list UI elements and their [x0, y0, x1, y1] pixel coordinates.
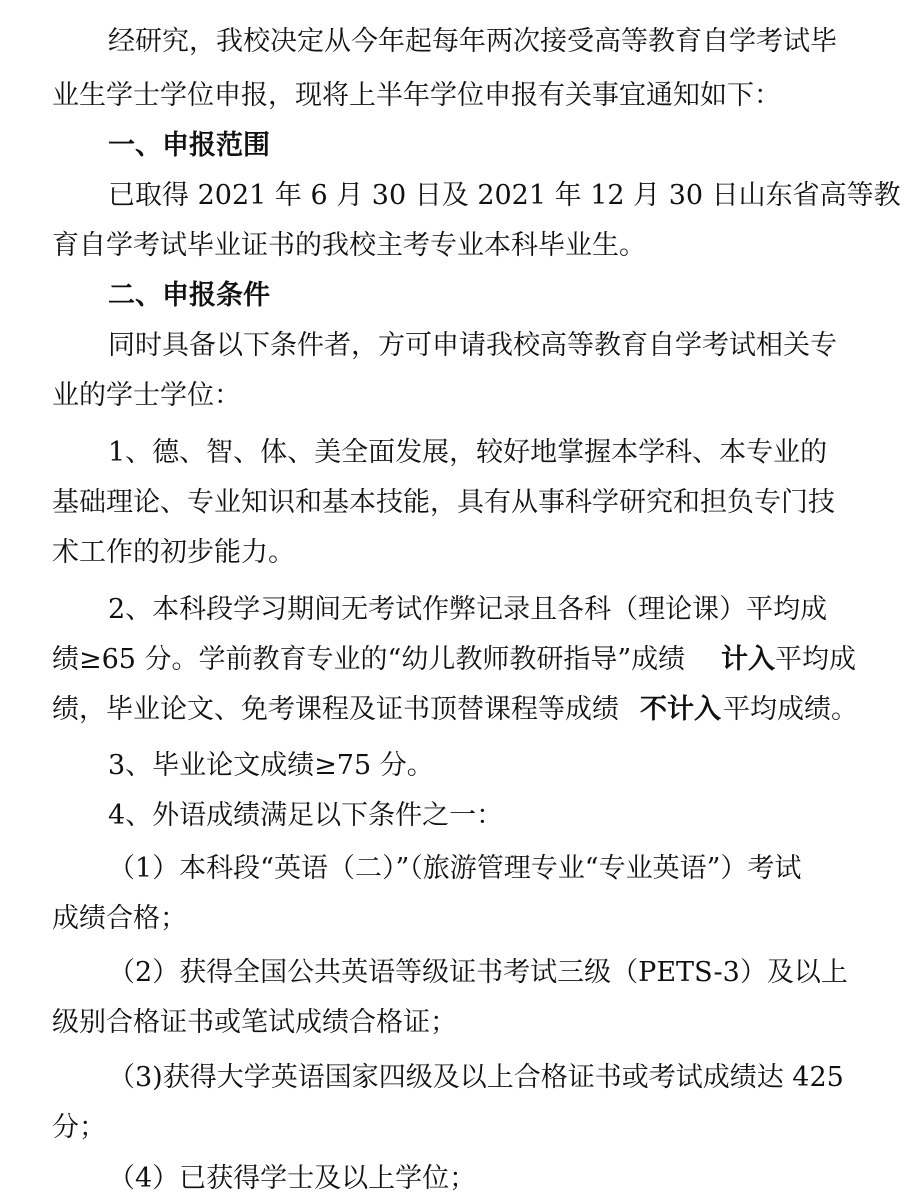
condition-2-line-2 — [0, 640, 908, 680]
language-option-1-line-2 — [0, 899, 908, 939]
text: 平均成 — [775, 644, 856, 675]
condition-3 — [0, 746, 908, 786]
condition-1-line-1 — [0, 433, 908, 473]
conditions-intro-line-1 — [0, 326, 908, 366]
language-option-2-line-1 — [0, 953, 908, 993]
text: 业生学士学位申报，现将上半年学位申报有关事宜通知如下： — [52, 80, 781, 111]
text: 2、本科段学习期间无考试作弊记录且各科（理论课）平均成 — [108, 594, 828, 625]
text: 分； — [52, 1112, 106, 1143]
text: 业的学士学位： — [52, 380, 241, 411]
emphasis-text: 计入 — [721, 644, 775, 675]
condition-2-line-3 — [0, 690, 908, 730]
text: 绩，毕业论文、免考课程及证书顶替课程等成绩 — [52, 694, 619, 725]
text: 平均成绩。 — [723, 694, 858, 725]
text: 育自学考试毕业证书的我校主考专业本科毕业生。 — [52, 230, 646, 261]
text: 已取得 2021 年 6 月 30 日及 2021 年 12 月 30 日山东省高等教 — [108, 180, 901, 211]
text: 1、德、智、体、美全面发展，较好地掌握本学科、本专业的 — [108, 437, 828, 468]
text: 成绩合格； — [52, 903, 187, 934]
text: 一、申报范围 — [108, 130, 270, 161]
text: （1）本科段“英语（二）”（旅游管理专业“专业英语”）考试 — [108, 853, 802, 884]
text: 绩≥65 分。学前教育专业的“幼儿教师教研指导”成绩 — [52, 644, 686, 675]
section-heading-scope — [0, 126, 908, 166]
section-heading-conditions — [0, 276, 908, 316]
language-option-3-line-1 — [0, 1058, 908, 1098]
text: （4）已获得学士及以上学位； — [108, 1163, 477, 1194]
scope-line-1 — [0, 176, 908, 216]
language-option-3-line-2 — [0, 1108, 908, 1148]
text: 4、外语成绩满足以下条件之一： — [108, 800, 504, 831]
text: 基础理论、专业知识和基本技能，具有从事科学研究和担负专门技 — [52, 487, 835, 518]
emphasis-text: 不计入 — [640, 694, 721, 725]
condition-1-line-3 — [0, 533, 908, 573]
condition-4 — [0, 796, 908, 836]
text: （2）获得全国公共英语等级证书考试三级（PETS-3）及以上 — [108, 957, 848, 988]
scope-line-2 — [0, 226, 908, 266]
text: 二、申报条件 — [108, 280, 270, 311]
text: 经研究，我校决定从今年起每年两次接受高等教育自学考试毕 — [108, 26, 837, 57]
text: （3)获得大学英语国家四级及以上合格证书或考试成绩达 425 — [108, 1062, 844, 1093]
text: 术工作的初步能力。 — [52, 537, 295, 568]
text: 3、毕业论文成绩≥75 分。 — [108, 750, 434, 781]
condition-1-line-2 — [0, 483, 908, 523]
paragraph-intro-line-2 — [0, 76, 908, 116]
conditions-intro-line-2 — [0, 376, 908, 416]
condition-2-line-1 — [0, 590, 908, 630]
language-option-2-line-2 — [0, 1003, 908, 1043]
text: 同时具备以下条件者，方可申请我校高等教育自学考试相关专 — [108, 330, 837, 361]
text: 级别合格证书或笔试成绩合格证； — [52, 1007, 457, 1038]
language-option-1-line-1 — [0, 849, 908, 889]
language-option-4 — [0, 1159, 908, 1199]
paragraph-intro-line-1 — [0, 22, 908, 62]
